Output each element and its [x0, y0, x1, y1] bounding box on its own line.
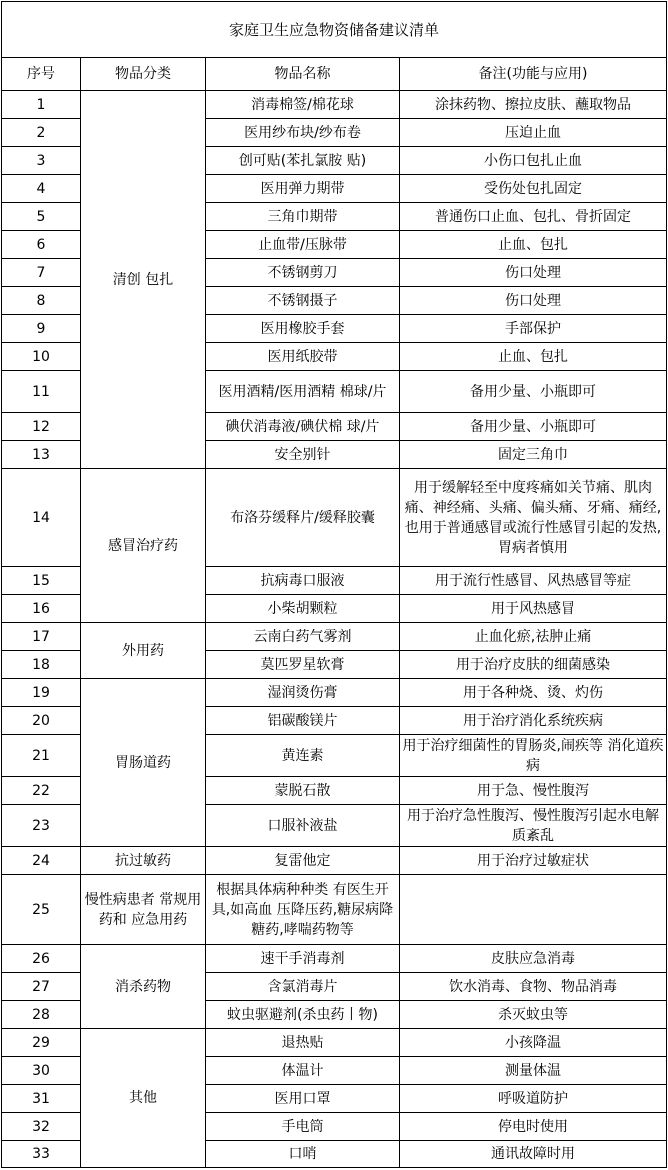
item-note: 用于治疗皮肤的细菌感染: [400, 651, 667, 679]
item-name: 黄连素: [206, 735, 400, 777]
row-number: 6: [2, 231, 81, 259]
item-note: 用于急、慢性腹泻: [400, 777, 667, 805]
item-name: 安全别针: [206, 441, 400, 469]
category-cell: 消杀药物: [81, 945, 206, 1029]
row-number: 17: [2, 623, 81, 651]
item-note: 受伤处包扎固定: [400, 175, 667, 203]
table-row: [2, 875, 667, 945]
header-item-name: 物品名称: [206, 58, 400, 91]
category-cell: 抗过敏药: [81, 847, 206, 875]
row-number: 10: [2, 343, 81, 371]
item-name: 蚊虫驱避剂(杀虫药丨物): [206, 1001, 400, 1029]
item-note: 杀灭蚊虫等: [400, 1001, 667, 1029]
category-cell: 清创 包扎: [81, 91, 206, 469]
item-name: 医用酒精/医用酒精 棉球/片: [206, 371, 400, 413]
item-name: 布洛芬缓释片/缓释胶囊: [206, 469, 400, 567]
item-name: 抗病毒口服液: [206, 567, 400, 595]
row-number: 31: [2, 1085, 81, 1113]
item-note: 皮肤应急消毒: [400, 945, 667, 973]
item-name: 复雷他定: [206, 847, 400, 875]
row-number: 18: [2, 651, 81, 679]
row-number: 33: [2, 1141, 81, 1168]
item-name: 蒙脱石散: [206, 777, 400, 805]
item-note: 伤口处理: [400, 287, 667, 315]
item-note: 备用少量、小瓶即可: [400, 371, 667, 413]
item-name: 根据具体病种种类 有医生开具,如高血 压降压药,糖尿病降 糖药,哮喘药物等: [206, 875, 400, 945]
table-row: [2, 91, 667, 119]
item-note: 伤口处理: [400, 259, 667, 287]
category-cell: 胃肠道药: [81, 679, 206, 847]
item-name: 手电筒: [206, 1113, 400, 1141]
item-name: 医用口罩: [206, 1085, 400, 1113]
category-cell: 其他: [81, 1029, 206, 1168]
row-number: 21: [2, 735, 81, 777]
row-number: 4: [2, 175, 81, 203]
item-name: 口服补液盐: [206, 805, 400, 847]
row-number: 27: [2, 973, 81, 1001]
item-note: 用于流行性感冒、风热感冒等症: [400, 567, 667, 595]
item-name: 速干手消毒剂: [206, 945, 400, 973]
item-note: 普通伤口止血、包扎、骨折固定: [400, 203, 667, 231]
row-number: 2: [2, 119, 81, 147]
category-cell: 感冒治疗药: [81, 469, 206, 623]
row-number: 16: [2, 595, 81, 623]
item-name: 铝碳酸镁片: [206, 707, 400, 735]
row-number: 26: [2, 945, 81, 973]
header-row: [2, 58, 667, 91]
item-name: 止血带/压脉带: [206, 231, 400, 259]
item-name: 碘伏消毒液/碘伏棉 球/片: [206, 413, 400, 441]
item-name: 三角巾期带: [206, 203, 400, 231]
item-note: 固定三角巾: [400, 441, 667, 469]
item-note: 止血化瘀,祛肿止痛: [400, 623, 667, 651]
row-number: 14: [2, 469, 81, 567]
category-cell: 慢性病患者 常规用药和 应急用药: [81, 875, 206, 945]
item-name: 口哨: [206, 1141, 400, 1168]
row-number: 22: [2, 777, 81, 805]
table-row: [2, 623, 667, 651]
row-number: 24: [2, 847, 81, 875]
header-no: 序号: [2, 58, 81, 91]
item-note: 小孩降温: [400, 1029, 667, 1057]
title-row: [2, 2, 667, 58]
item-name: 医用纱布块/纱布卷: [206, 119, 400, 147]
item-note: 压迫止血: [400, 119, 667, 147]
item-name: 含氯消毒片: [206, 973, 400, 1001]
item-note: 用于治疗细菌性的胃肠炎,闹疾等 消化道疾病: [400, 735, 667, 777]
table-title: 家庭卫生应急物资储备建议清单: [2, 2, 667, 58]
row-number: 5: [2, 203, 81, 231]
row-number: 3: [2, 147, 81, 175]
table-row: [2, 847, 667, 875]
row-number: 19: [2, 679, 81, 707]
item-note: 止血、包扎: [400, 231, 667, 259]
item-note: 止血、包扎: [400, 343, 667, 371]
item-note: 小伤口包扎止血: [400, 147, 667, 175]
row-number: 20: [2, 707, 81, 735]
row-number: 28: [2, 1001, 81, 1029]
item-name: 医用橡胶手套: [206, 315, 400, 343]
row-number: 1: [2, 91, 81, 119]
header-category: 物品分类: [81, 58, 206, 91]
item-name: 医用纸胶带: [206, 343, 400, 371]
item-note: [400, 875, 667, 945]
item-note: 停电时使用: [400, 1113, 667, 1141]
item-note: 手部保护: [400, 315, 667, 343]
category-cell: 外用药: [81, 623, 206, 679]
supply-table: [1, 1, 667, 1168]
item-name: 云南白药气雾剂: [206, 623, 400, 651]
row-number: 25: [2, 875, 81, 945]
item-name: 创可贴(苯扎氯胺 贴): [206, 147, 400, 175]
item-name: 湿润烫伤膏: [206, 679, 400, 707]
row-number: 29: [2, 1029, 81, 1057]
item-note: 用于治疗过敏症状: [400, 847, 667, 875]
item-note: 备用少量、小瓶即可: [400, 413, 667, 441]
item-note: 测量体温: [400, 1057, 667, 1085]
row-number: 11: [2, 371, 81, 413]
row-number: 7: [2, 259, 81, 287]
item-name: 小柴胡颗粒: [206, 595, 400, 623]
row-number: 32: [2, 1113, 81, 1141]
table-row: [2, 469, 667, 567]
item-note: 用于治疗消化系统疾病: [400, 707, 667, 735]
item-note: 呼吸道防护: [400, 1085, 667, 1113]
item-note: 用于治疗急性腹泻、慢性腹泻引起水电解质紊乱: [400, 805, 667, 847]
item-name: 不锈钢摄子: [206, 287, 400, 315]
item-name: 退热贴: [206, 1029, 400, 1057]
item-name: 不锈钢剪刀: [206, 259, 400, 287]
table-row: [2, 1029, 667, 1057]
row-number: 15: [2, 567, 81, 595]
item-note: 用于风热感冒: [400, 595, 667, 623]
row-number: 30: [2, 1057, 81, 1085]
row-number: 23: [2, 805, 81, 847]
row-number: 12: [2, 413, 81, 441]
item-note: 用于缓解轻至中度疼痛如关节痛、肌肉痛、神经痛、头痛、偏头痛、牙痛、痛经,也用于普通感冒或流行性感冒引起的发热,胃病者慎用: [400, 469, 667, 567]
item-name: 体温计: [206, 1057, 400, 1085]
item-name: 医用弹力期带: [206, 175, 400, 203]
row-number: 8: [2, 287, 81, 315]
row-number: 13: [2, 441, 81, 469]
header-note: 备注(功能与应用): [400, 58, 667, 91]
item-note: 用于各种烧、烫、灼伤: [400, 679, 667, 707]
item-note: 饮水消毒、食物、物品消毒: [400, 973, 667, 1001]
table-row: [2, 945, 667, 973]
item-note: 通讯故障时用: [400, 1141, 667, 1168]
row-number: 9: [2, 315, 81, 343]
table-row: [2, 679, 667, 707]
item-note: 涂抹药物、擦拉皮肤、蘸取物品: [400, 91, 667, 119]
item-name: 莫匹罗星软膏: [206, 651, 400, 679]
item-name: 消毒棉签/棉花球: [206, 91, 400, 119]
